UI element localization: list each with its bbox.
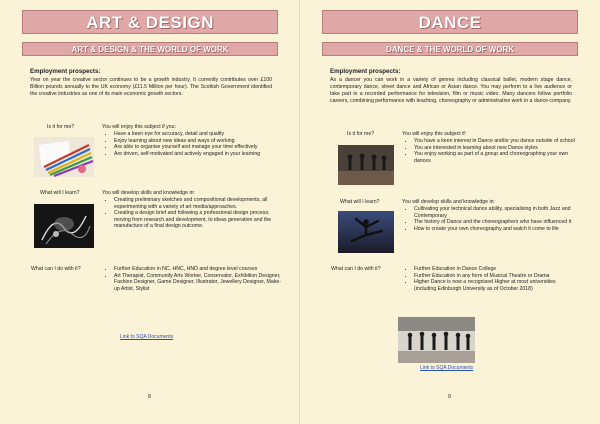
employment-text: As a dancer you can work in a variety of genres including classical ballet, modern stage dance, contemporary dance, street dance and African or Asian dance. You may perform to a live audience or take part in a recorded performance for television, film or music video. Many dancers follow portfolio careers, combining performance with teaching, choreography or administrative work in a dance company. [330,77,572,104]
list-item: • Further Education in any form of Musical Theatre or Drama [414,273,579,280]
section-intro: You will enjoy this subject if: [402,131,467,137]
dance-performance-image [398,317,475,363]
section-label-what-will-i-learn: What will I learn? [340,199,380,205]
employment-text: Year on year the creative sector continues to be a growth industry. It currently contributes over £100 Billion pounds annually to the UK economy (£11.5 Million per hour). The Scottish Government identified the creative industries as one of its main economic growth sectors. [30,77,272,97]
list-item: • Cultivating your technical dance ability, specialising in both Jazz and Contemporary [414,206,579,219]
section-intro: You will develop skills and knowledge in: [402,199,495,205]
section-intro: You will enjoy this subject if you: [102,124,176,130]
bullet-list-what-will-i-learn [105,197,282,230]
list-item: • You enjoy working as part of a group and choreographing your own dances [414,151,579,164]
section-label-what-can-i-do: What can I do with it? [31,266,81,272]
dancer-leap-image [338,211,394,253]
section-label-what-can-i-do: What can I do with it? [331,266,381,272]
page-number: 8 [148,394,151,400]
list-item: • You are interested in learning about new Dance styles [414,145,579,152]
list-item: • Have a keen eye for accuracy, detail and quality [114,131,284,138]
list-item: • Creating preliminary sketches and compositional developments, all experimenting with a variety of art media/approaches. [114,197,282,210]
page-number: 9 [448,394,451,400]
list-item: • Further Education in NC, HNC, HND and degree level courses [114,266,282,273]
page-subtitle: ART & DESIGN & THE WORLD OF WORK [22,42,278,56]
bullet-list-is-it-for-me [105,131,284,157]
list-item: • You have a keen interest in Dance and/or you dance outside of school [414,138,579,145]
page-subtitle: DANCE & THE WORLD OF WORK [322,42,578,56]
sqa-documents-link[interactable]: Link to SQA Documents [120,334,174,340]
list-item: • Higher Dance is now a recognised Higher at most universities (including Edinburgh University as of October 2018) [414,279,579,292]
list-item: • Further Education in Dance College [414,266,579,273]
bullet-list-what-can-i-do [105,266,282,292]
bullet-list-what-can-i-do [405,266,579,292]
list-item: • Art Therapist, Community Arts Worker, Conservator, Exhibition Designer, Fashion Designer, Game Designer, Illustrator, Jewellery Designer, Make-up Artist, Stylist [114,273,282,293]
list-item: • How to create your own choreography and watch it come to life [414,226,579,233]
bullet-list-what-will-i-learn [405,206,579,232]
bullet-list-is-it-for-me [405,138,579,164]
page-title: ART & DESIGN [22,10,278,34]
list-item: • Are able to organise yourself and manage your time effectively [114,144,284,151]
section-label-what-will-i-learn: What will I learn? [40,190,80,196]
sqa-documents-link[interactable]: Link to SQA Documents [420,365,474,371]
section-intro: You will develop skills and knowledge in: [102,190,195,196]
list-item: • Enjoy learning about new ideas and ways of working [114,138,284,145]
employment-heading: Employment prospects: [330,68,401,75]
page-title: DANCE [322,10,578,34]
ink-drawing-image [34,204,94,248]
list-item: • Creating a design brief and following a professional design process; moving from research and development, to ideas generation and the manufacture of a final design outcome. [114,210,282,230]
list-item: • The history of Dance and the choreographers who have influenced it [414,219,579,226]
dance-studio-image [338,145,394,185]
employment-heading: Employment prospects: [30,68,101,75]
art-supplies-image [34,137,94,177]
list-item: • Are driven, self-motivated and actively engaged in your learning [114,151,284,158]
section-label-is-it-for-me: Is it for me? [347,131,375,137]
section-label-is-it-for-me: Is it for me? [47,124,75,130]
page-dance [300,0,600,424]
